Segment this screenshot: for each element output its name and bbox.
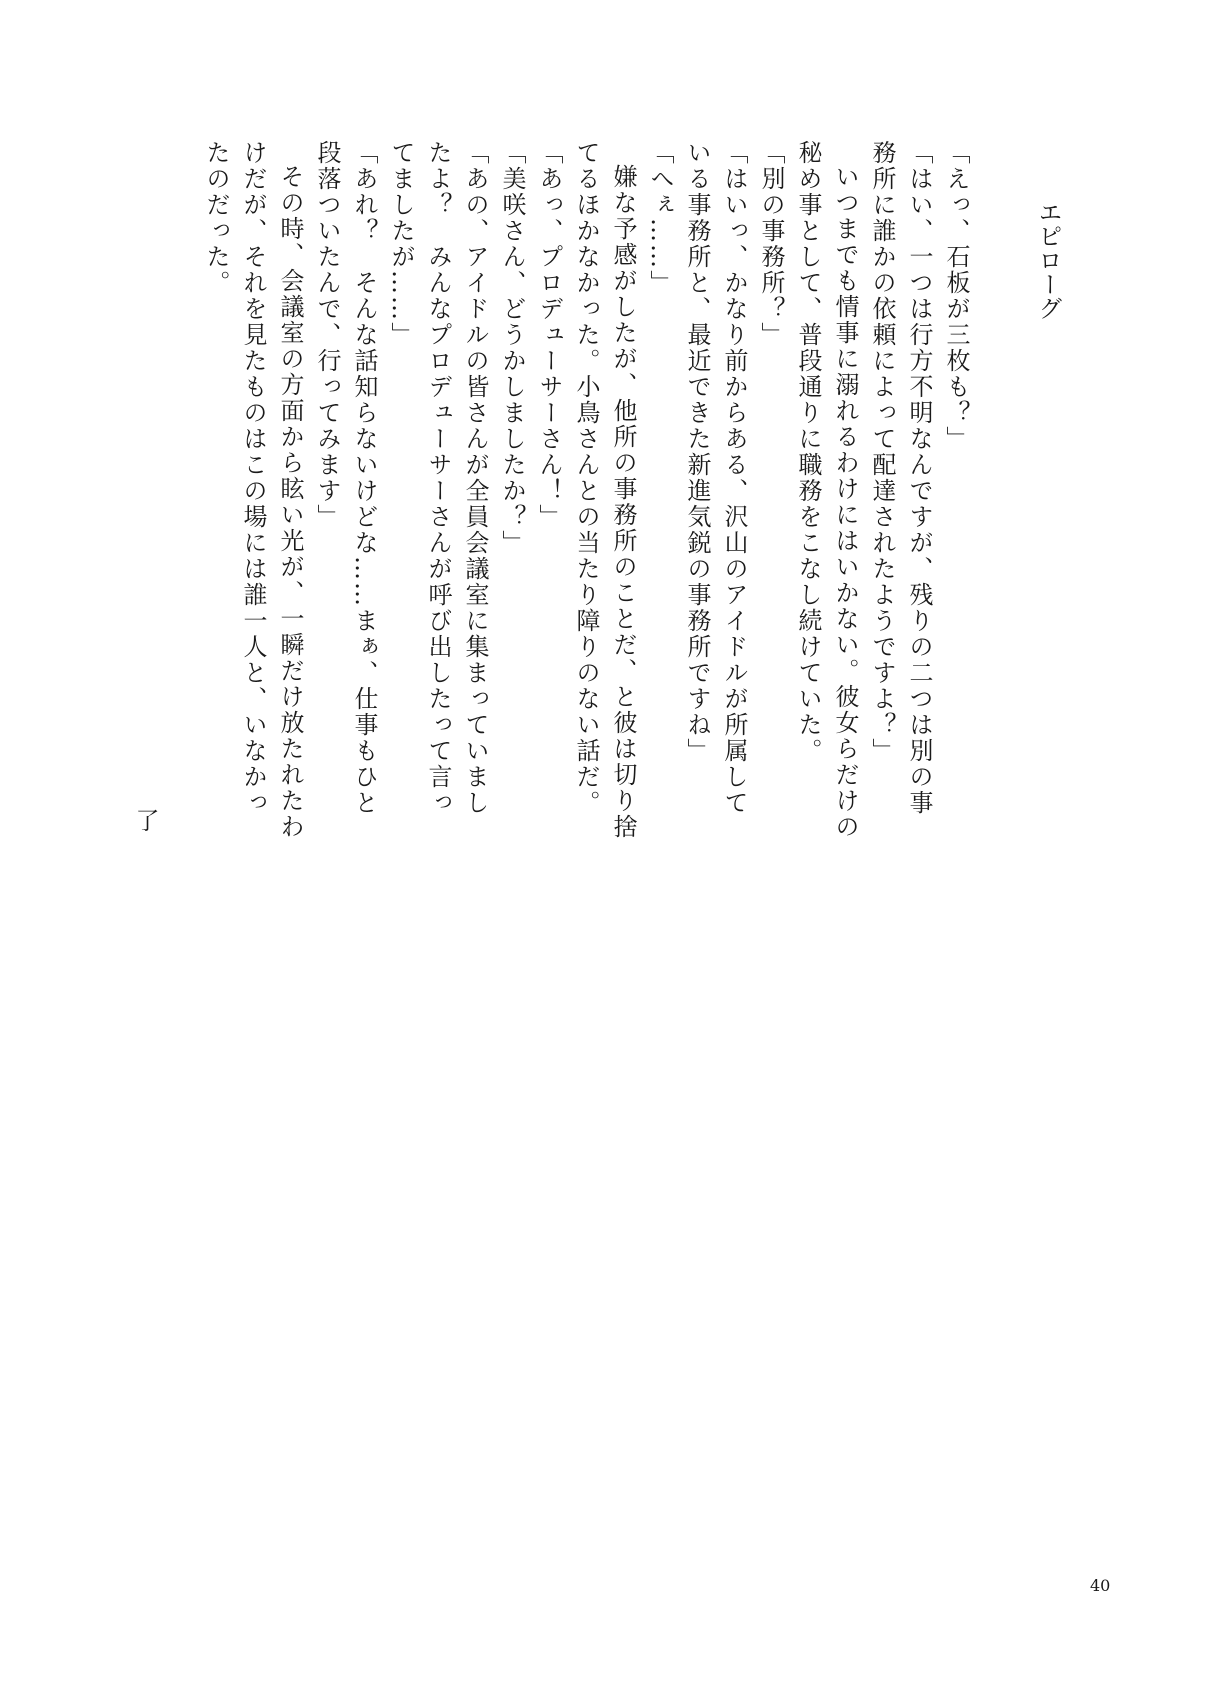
chapter-title: エピローグ [1034, 200, 1062, 320]
paragraph: 嫌な予感がしたが、他所の事務所のことだ、と彼は切り捨てるほかなかった。小鳥さんとの当たり障りのない話だ。 [572, 140, 637, 840]
paragraph: 「えっ、石板が三枚も？」 [942, 140, 970, 452]
paragraph: 「あれ？ そんな話知らないけどな……まぁ、仕事もひと段落ついたんで、行ってみます」 [313, 140, 378, 816]
paragraph: 「へぇ……」 [646, 140, 674, 296]
paragraph: 「あの、アイドルの皆さんが全員会議室に集まっていましたよ？ みんなプロデューサーさんが呼び出したって言ってましたが……」 [387, 140, 489, 816]
paragraph: 「はい、一つは行方不明なんですが、残りの二つは別の事務所に誰かの依頼によって配達されたようですよ？」 [868, 140, 933, 816]
end-mark: 了 [131, 808, 159, 832]
paragraph: 「美咲さん、どうかしましたか？」 [498, 140, 526, 556]
paragraph: いつまでも情事に溺れるわけにはいかない。彼女らだけの秘め事として、普段通りに職務をこなし続けていた。 [794, 140, 859, 840]
paragraph: その時、会議室の方面から眩い光が、一瞬だけ放たれたわけだが、それを見たものはこの場には誰一人と、いなかったのだった。 [202, 140, 304, 840]
paragraph: 「はいっ、かなり前からある、沢山のアイドルが所属している事務所と、最近できた新進気鋭の事務所ですね」 [683, 140, 748, 816]
body-text [174, 140, 974, 840]
paragraph: 「別の事務所？」 [757, 140, 785, 348]
paragraph: 「あっ、プロデューサーさん！」 [535, 140, 563, 530]
page-number: 40 [1090, 1576, 1111, 1595]
